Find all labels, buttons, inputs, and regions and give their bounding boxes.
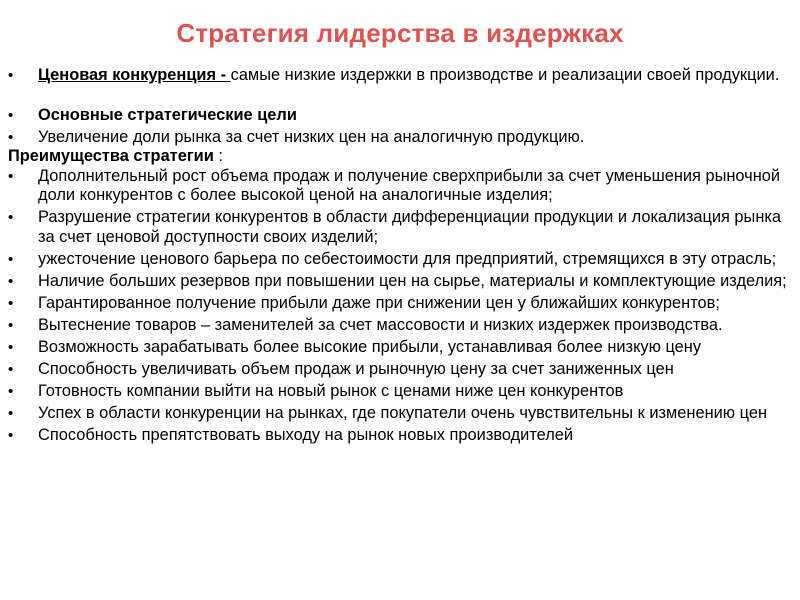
goals-heading: Основные стратегические цели bbox=[38, 105, 297, 124]
advantage-text: Гарантированное получение прибыли даже при снижении цен у ближайших конкурентов; bbox=[38, 293, 720, 312]
advantage-text: Способность препятствовать выходу на рынок новых производителей bbox=[38, 425, 574, 444]
price-competition-definition bbox=[226, 66, 779, 84]
bullet-icon: • bbox=[8, 382, 14, 400]
advantages-heading: Преимущества стратегии bbox=[8, 147, 214, 166]
bullet-icon: • bbox=[8, 167, 14, 185]
advantage-item bbox=[8, 338, 794, 358]
slide-content bbox=[8, 66, 794, 445]
bullet-icon: • bbox=[8, 250, 14, 268]
bullet-icon: • bbox=[8, 294, 14, 312]
bullet-icon: • bbox=[8, 209, 14, 227]
advantage-text: Возможность зарабатывать более высокие прибыли, устанавливая более низкую цену bbox=[38, 337, 702, 356]
advantage-item bbox=[8, 272, 794, 292]
goals-item-text: Увеличение доли рынка за счет низких цен на аналогичную продукцию. bbox=[38, 127, 585, 146]
bullet-icon: • bbox=[8, 128, 14, 146]
price-competition-item bbox=[8, 66, 794, 86]
advantage-text: Вытеснение товаров – заменителей за счет массовости и низких издержек производства. bbox=[38, 315, 723, 334]
advantages-heading-line bbox=[8, 147, 794, 167]
definition-text: самые низкие издержки в производстве и реализации своей продукции. bbox=[230, 66, 780, 84]
bullet-icon: • bbox=[8, 106, 14, 124]
goals-heading-item bbox=[8, 106, 794, 126]
advantage-item bbox=[8, 208, 794, 247]
advantage-item bbox=[8, 294, 794, 314]
bullet-icon: • bbox=[8, 272, 14, 290]
advantage-item bbox=[8, 167, 794, 206]
bullet-icon: • bbox=[8, 360, 14, 378]
advantage-text: Готовность компании выйти на новый рынок с ценами ниже цен конкурентов bbox=[38, 381, 624, 400]
spacer bbox=[8, 86, 794, 106]
advantage-item bbox=[8, 316, 794, 336]
bullet-icon: • bbox=[8, 338, 14, 356]
advantage-item bbox=[8, 404, 794, 424]
slide-title: Стратегия лидерства в издержках bbox=[176, 18, 624, 48]
advantage-text: ужесточение ценового барьера по себестоимости для предприятий, стремящихся в эту отрасль; bbox=[38, 249, 777, 268]
bullet-icon: • bbox=[8, 316, 14, 334]
bullet-icon: • bbox=[8, 67, 14, 84]
advantage-text: Способность увеличивать объем продаж и рыночную цену за счет заниженных цен bbox=[38, 359, 674, 378]
advantage-item bbox=[8, 382, 794, 402]
bullet-icon: • bbox=[8, 426, 14, 444]
advantage-item bbox=[8, 426, 794, 446]
advantage-text: Успех в области конкуренции на рынках, где покупатели очень чувствительны к изменению цен bbox=[38, 403, 768, 422]
advantage-item bbox=[8, 250, 794, 270]
advantages-heading-suffix: : bbox=[213, 147, 223, 166]
price-competition-term: Ценовая конкуренция - bbox=[38, 66, 227, 84]
advantage-text: Дополнительный рост объема продаж и получение сверхприбыли за счет уменьшения рыночной доли конкурентов с более высокой ценой на аналогичные изделия; bbox=[38, 166, 781, 205]
advantage-item bbox=[8, 360, 794, 380]
advantage-text: Наличие больших резервов при повышении цен на сырье, материалы и комплектующие изделия; bbox=[38, 271, 787, 290]
advantages-list bbox=[8, 167, 794, 446]
bullet-icon: • bbox=[8, 404, 14, 422]
advantage-text: Разрушение стратегии конкурентов в области дифференциации продукции и локализация рынка за счет ценовой доступности своих изделий; bbox=[38, 208, 782, 246]
goals-item bbox=[8, 128, 794, 148]
